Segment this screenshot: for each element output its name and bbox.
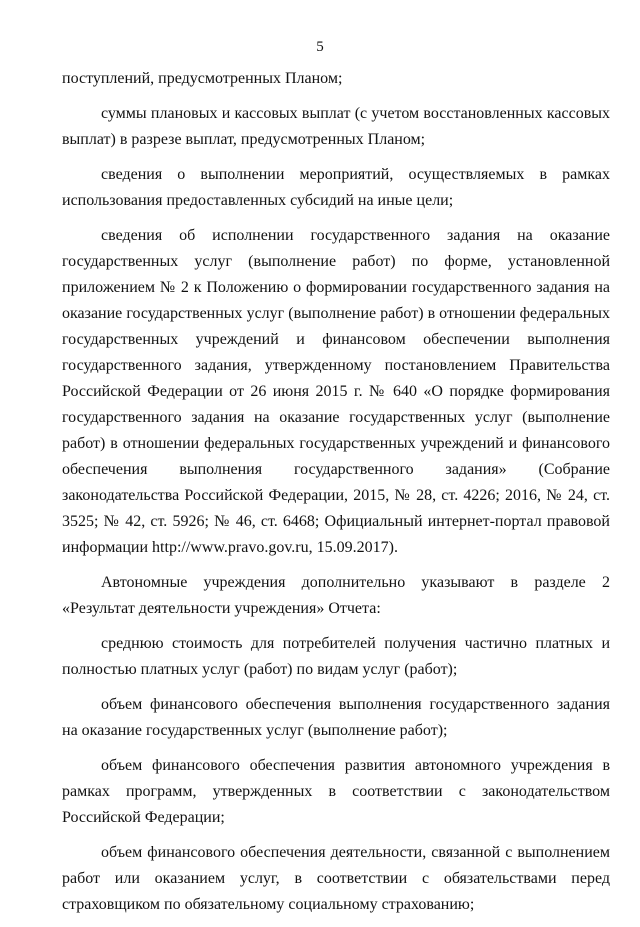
paragraph-subsidy-measures: сведения о выполнении мероприятий, осуществляемых в рамках использования предоставленных субсидий на иные цели; — [62, 166, 610, 209]
paragraph-average-cost: среднюю стоимость для потребителей получения частично платных и полностью платных услуг (работ) по видам услуг (работ); — [62, 635, 610, 678]
paragraph-revenues-end: поступлений, предусмотренных Планом; — [62, 70, 343, 87]
paragraph-planned-payments: суммы плановых и кассовых выплат (с учетом восстановленных кассовых выплат) в разрезе выплат, предусмотренных Планом; — [62, 105, 610, 148]
paragraph-financing-assignment: объем финансового обеспечения выполнения государственного задания на оказание государственных услуг (выполнение работ); — [62, 696, 610, 739]
document-body — [62, 66, 610, 927]
paragraph-financing-insurance: объем финансового обеспечения деятельности, связанной с выполнением работ или оказанием услуг, в соответствии с обязательствами перед страховщиком по обязательному социальному страхованию; — [62, 844, 610, 913]
paragraph-autonomous-institutions: Автономные учреждения дополнительно указывают в разделе 2 «Результат деятельности учреждения» Отчета: — [62, 574, 610, 617]
paragraph-state-assignment: сведения об исполнении государственного задания на оказание государственных услуг (выполнение работ) по форме, установленной приложением № 2 к Положению о формировании государственного задания на оказание государственных услуг (выполнение работ) в отношении федеральных государственных учреждений и финансовом обеспечении выполнения государственного задания, утвержденному постановлением Правительства Российской Федерации от 26 июня 2015 г. № 640 «О порядке формирования государственного задания на оказание государственных услуг (выполнение работ) в отношении федеральных государственных учреждений и финансового обеспечения выполнения государственного задания» (Собрание законодательства Российской Федерации, 2015, № 28, ст. 4226; 2016, № 24, ст. 3525; № 42, ст. 5926; № 46, ст. 6468; Официальный интернет-портал правовой информации http://www.pravo.gov.ru, 15.09.2017). — [62, 227, 610, 556]
paragraph-financing-development: объем финансового обеспечения развития автономного учреждения в рамках программ, утвержденных в соответствии с законодательством Российской Федерации; — [62, 757, 610, 826]
page-number: 5 — [316, 39, 324, 55]
